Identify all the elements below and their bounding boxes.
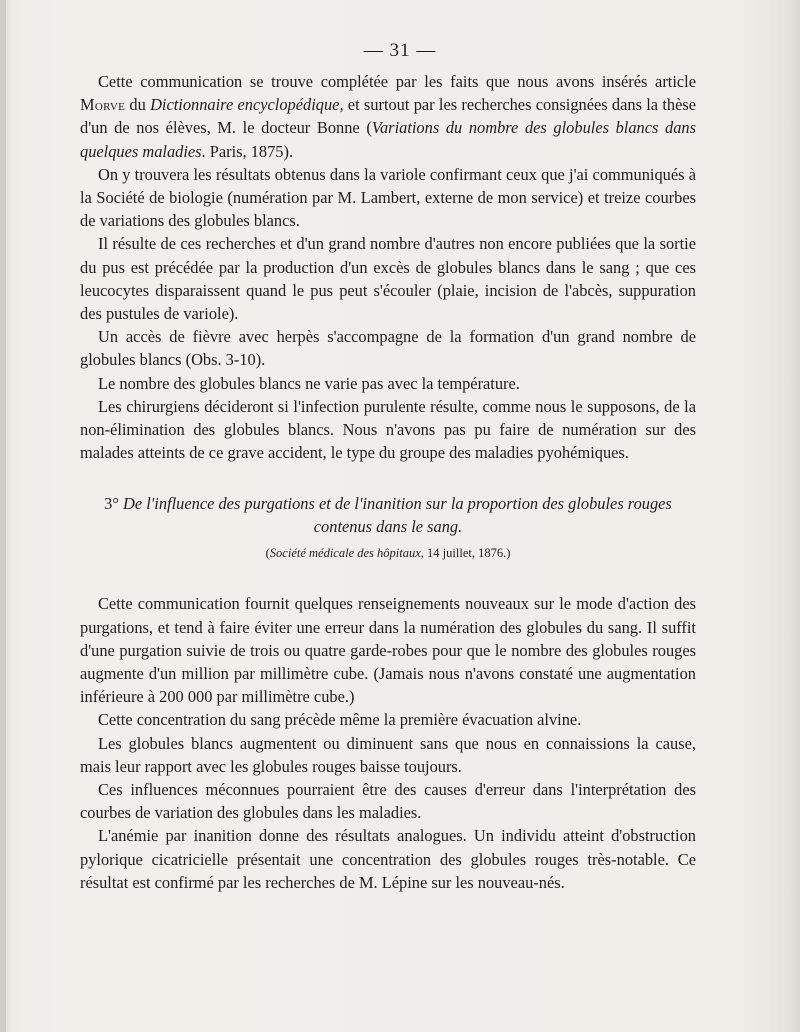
dictionary-title: Dictionnaire encyclopédique [150, 95, 340, 115]
paragraph-10: Ces influences méconnues pourraient être des causes d'erreur dans l'interprétation des courbes de variation des globules dans les maladies. [80, 780, 696, 823]
source-note: (Société médicale des hôpitaux, 14 juillet, 1876.) [265, 546, 511, 561]
paragraph-4: Un accès de fièvre avec herpès s'accompagne de la formation d'un grand nombre de globules blancs (Obs. 3-10). [80, 327, 696, 370]
paragraph-6: Les chirurgiens décideront si l'infection purulente résulte, comme nous le supposons, de la non-élimination des globules blancs. Nous n'avons pas pu faire de numération sur des malades atteints de ce grave accident, le type du groupe des maladies pyohémiques. [80, 396, 696, 463]
page-edge-shadow [0, 0, 6, 1032]
page-body [80, 70, 696, 894]
section-number: 3° [104, 494, 119, 514]
paragraph-2: On y trouvera les résultats obtenus dans la variole confirmant ceux que j'ai communiqués à la Société de biologie (numération par M. Lambert, externe de mon service) et treize courbes de variations des globules blancs. [80, 164, 696, 231]
article-name-morve: Morve [80, 95, 126, 115]
paragraph-5: Le nombre des globules blancs ne varie pas avec la température. [98, 373, 520, 393]
source-date: 14 juillet, 1876.) [427, 546, 511, 561]
paragraph-9: Les globules blancs augmentent ou diminuent sans que nous en connaissions la cause, mais leur rapport avec les globules rouges baisse toujours. [80, 733, 696, 776]
paragraph-3: Il résulte de ces recherches et d'un grand nombre d'autres non encore publiées que la sortie du pus est précédée par la production d'un excès de globules blancs dans le sang ; que ces leucocytes disparaissent quand le pus peut s'écouler (plaie, incision de l'abcès, suppuration des pustules de variole). [80, 234, 696, 324]
paragraph-8: Cette concentration du sang précède même la première évacuation alvine. [98, 710, 582, 730]
page-number: — 31 — [363, 40, 437, 61]
section-heading [80, 492, 696, 538]
paragraph-11: L'anémie par inanition donne des résultats analogues. Un individu atteint d'obstruction pylorique cicatricielle présentait une concentration des globules rouges très-notable. Ce résultat est confirmé par les recherches de M. Lépine sur les nouveau-nés. [80, 826, 696, 892]
thesis-title: Variations du nombre des globules blancs dans quelques maladies [80, 118, 696, 161]
paragraph-1: Cette communication se trouve complétée par les faits que nous avons insérés article Morve du Dictionnaire encyclopédique, et surtout par les recherches consignées dans la thèse d'un de nos élèves, M. le docteur Bonne (Variations du nombre des globules blancs dans quelques maladies. Paris, 1875). [80, 72, 696, 161]
paragraph-7: Cette communication fournit quelques renseignements nouveaux sur le mode d'action des purgations, et tend à faire éviter une erreur dans la numération des globules du sang. Il suffit d'une purgation suivie de trois ou quatre garde-robes pour que le nombre des globules rouges augmente d'un million par millimètre cube. (Jamais nous n'avons constaté une augmentation inférieure à 200 000 par millimètre cube.) [80, 594, 696, 707]
source-society: Société médicale des hôpitaux, [269, 546, 424, 561]
section-title: De l'influence des purgations et de l'inanition sur la proportion des globules rouges contenus dans le sang. [123, 494, 672, 537]
